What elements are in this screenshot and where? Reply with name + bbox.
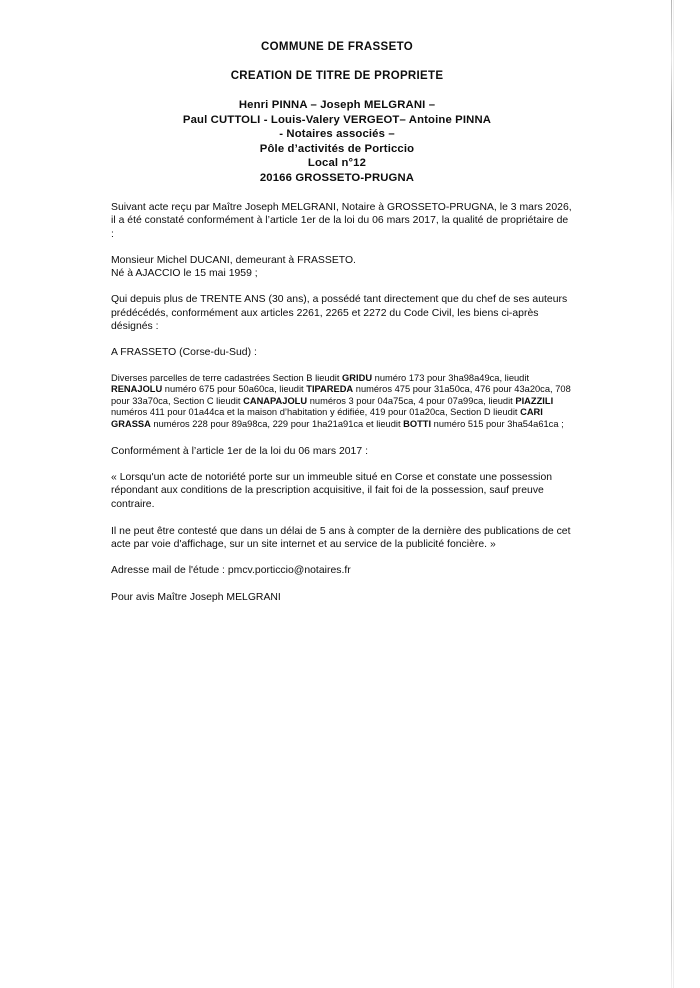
possession-paragraph: Qui depuis plus de TRENTE ANS (30 ans), a possédé tant directement que du chef de ses auteurs prédécédés, conformément aux articles 2261, 2265 et 2272 du Code Civil, les biens ci-après désignés : bbox=[111, 294, 568, 333]
email-paragraph: Adresse mail de l'étude : pmcv.porticcio@notaires.fr bbox=[111, 565, 351, 577]
parcels-paragraph: Diverses parcelles de terre cadastrées Section B lieudit GRIDU numéro 173 pour 3ha98a49ca, lieudit RENAJOLU numéro 675 pour 50a60ca, lieudit TIPAREDA numéros 475 pour 31a50ca, 476 pour 43a20ca, 708 pour 33a70ca, Section C lieudit CANAPAJOLU numéros 3 pour 04a75ca, 4 pour 07a99ca, lieudit PIAZZILI numéros 411 pour 01a44ca et la maison d’habitation y édifiée, 419 pour 01a20ca, Section D lieudit CARI GRASSA numéros 228 pour 89a98ca, 229 pour 1ha21a91ca et lieudit BOTTI numéro 515 pour 3ha54a61ca ; bbox=[111, 372, 571, 430]
location-paragraph: A FRASSETO (Corse-du-Sud) : bbox=[111, 347, 257, 359]
contest-paragraph: Il ne peut être contesté que dans un délai de 5 ans à compter de la dernière des publications de cet acte par voie d'affichage, sur un site internet et au service de la publicité foncière. » bbox=[111, 525, 571, 551]
notaries-block bbox=[0, 98, 674, 186]
owner-paragraph bbox=[111, 254, 573, 281]
office-local-line: Local n°12 bbox=[307, 157, 367, 170]
commune-title: COMMUNE DE FRASSETO bbox=[260, 41, 414, 53]
owner-name-line: Monsieur Michel DUCANI, demeurant à FRASSETO. bbox=[111, 254, 356, 266]
law-reference-paragraph: Conformément à l’article 1er de la loi du 06 mars 2017 : bbox=[111, 445, 368, 457]
owner-birth-line: Né à AJACCIO le 15 mai 1959 ; bbox=[111, 268, 258, 280]
notary-line-2: Paul CUTTOLI - Louis-Valery VERGEOT– Antoine PINNA bbox=[182, 113, 492, 126]
act-title: CREATION DE TITRE DE PROPRIETE bbox=[230, 70, 444, 82]
signature-paragraph: Pour avis Maître Joseph MELGRANI bbox=[111, 591, 281, 603]
notary-line-1: Henri PINNA – Joseph MELGRANI – bbox=[238, 99, 436, 111]
intro-paragraph: Suivant acte reçu par Maître Joseph MELGRANI, Notaire à GROSSETO-PRUGNA, le 3 mars 2026, il a été constaté conformément à l’article 1er de la loi du 06 mars 2017, la qualité de propriétaire de : bbox=[111, 202, 572, 240]
document-body bbox=[111, 201, 573, 604]
notary-line-3: - Notaires associés – bbox=[279, 128, 395, 141]
office-city-line: 20166 GROSSETO-PRUGNA bbox=[259, 171, 415, 184]
legal-quote-paragraph: « Lorsqu'un acte de notoriété porte sur un immeuble situé en Corse et constate une possession répondant aux conditions de la prescription acquisitive, il fait foi de la possession, sauf preuve contraire. bbox=[111, 471, 553, 510]
office-address-line: Pôle d’activités de Porticcio bbox=[259, 142, 415, 155]
